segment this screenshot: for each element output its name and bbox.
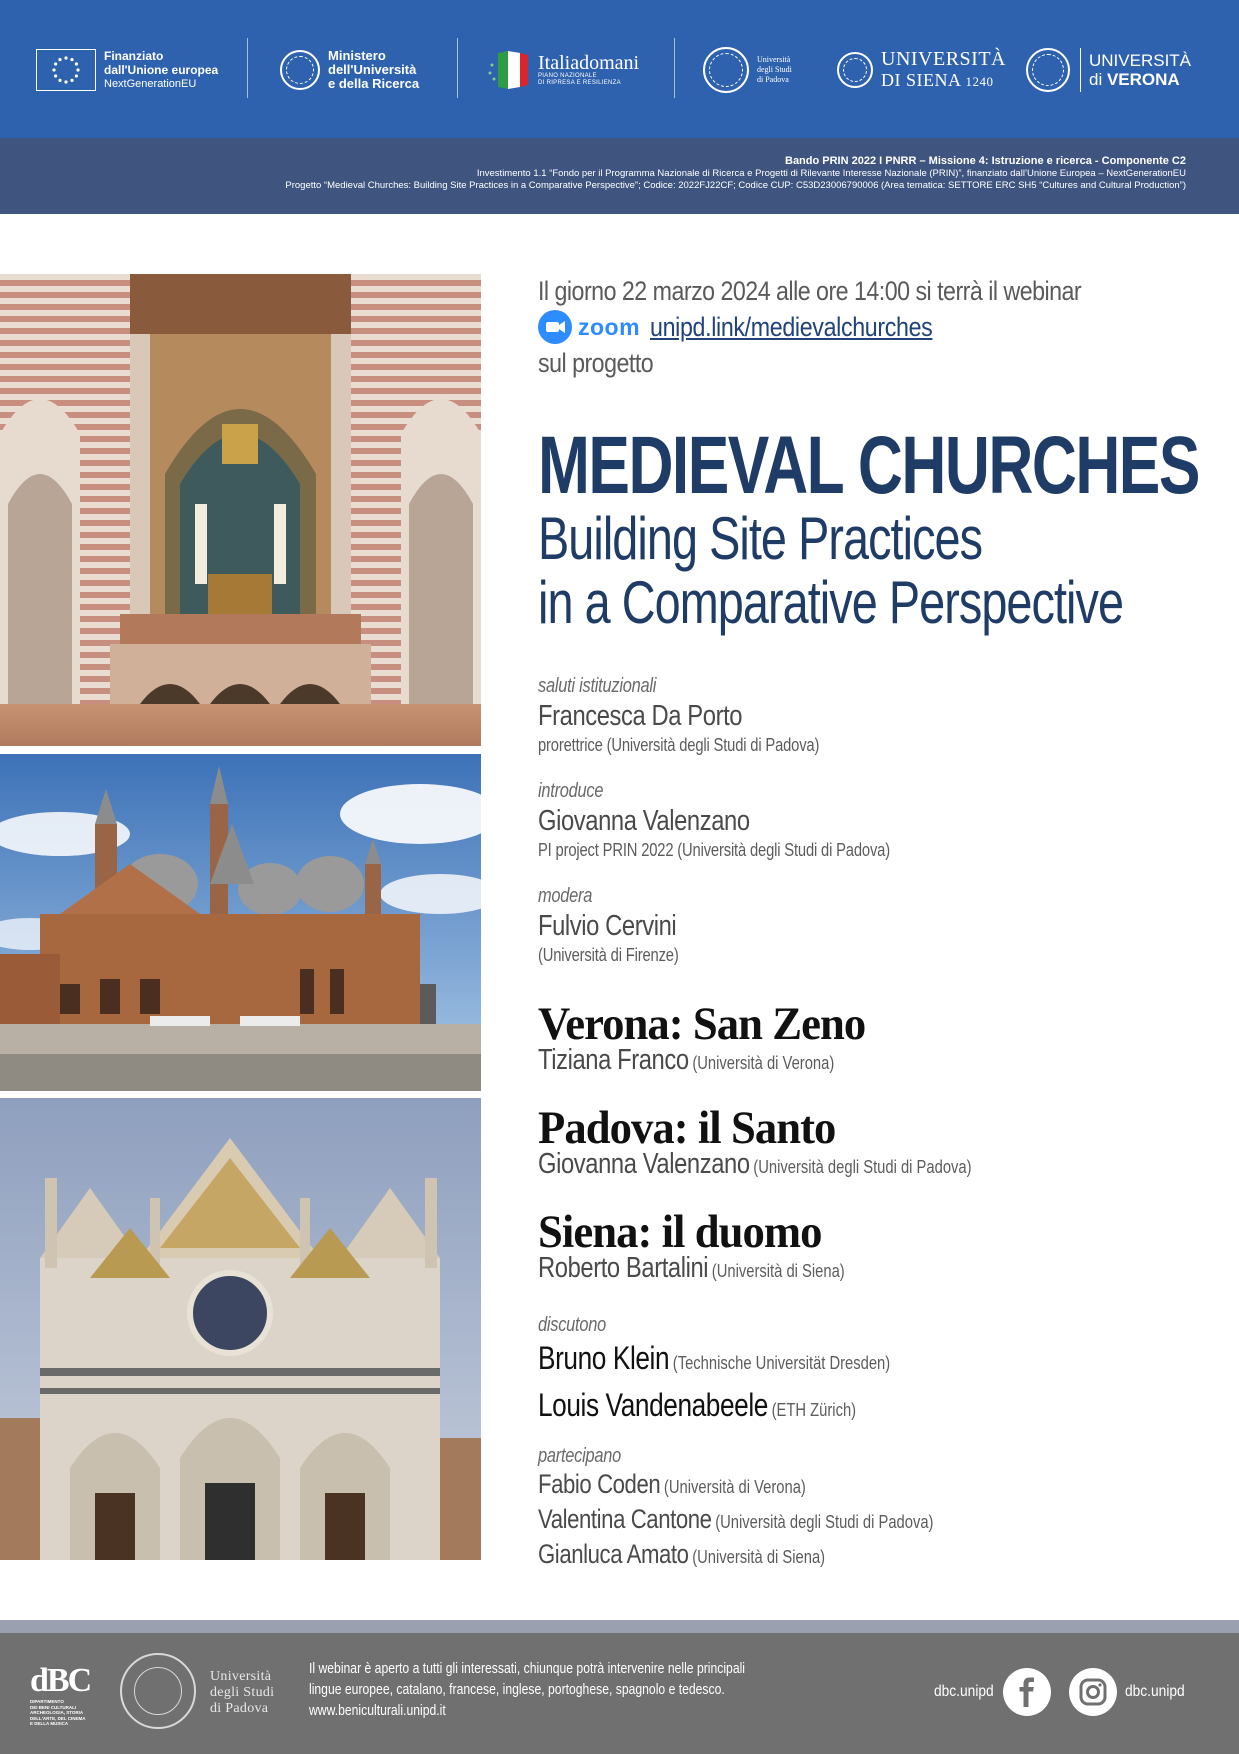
speaker-affiliation: (Università di Firenze)	[538, 945, 679, 965]
discussant-name: Bruno Klein	[538, 1340, 670, 1376]
participant-affiliation: (Università di Siena)	[692, 1547, 826, 1567]
univr-line-1: UNIVERSITÀ	[1089, 51, 1192, 70]
eu-line-1: Finanziato	[104, 49, 164, 63]
zoom-row	[538, 310, 1170, 344]
photo-san-zeno-interior	[0, 274, 481, 746]
dbc-department-logo	[30, 1662, 94, 1726]
speaker-affiliation: prorettrice (Università degli Studi di Padova)	[538, 735, 820, 755]
speaker-name: Giovanna Valenzano	[538, 1148, 750, 1180]
footer-unipd-line-2: degli Studi	[210, 1685, 275, 1700]
grant-info-band	[0, 138, 1239, 214]
grant-line-3: Progetto “Medieval Churches: Building Site Practices in a Comparative Perspective”; Codice: 2022FJ22CF; Codice CUP: C53D23006790006 (Area tematica: SETTORE ERC SH5 “Cultures and Cultural Production”)	[285, 180, 1186, 191]
case-study-padova	[538, 1103, 1067, 1186]
participant-name: Valentina Cantone	[538, 1504, 712, 1534]
dbc-small-2: DEI BENI CULTURALI	[30, 1704, 77, 1710]
footer-unipd-line-3: di Padova	[210, 1701, 269, 1716]
logo-divider	[247, 38, 248, 98]
photo-basilica-santo	[0, 754, 481, 1091]
role-label: discutono	[538, 1314, 606, 1336]
italia-flag-icon	[486, 47, 536, 93]
italiadomani-sub-1: PIANO NAZIONALE	[538, 73, 597, 79]
speaker-affiliation: (Università di Verona)	[692, 1053, 835, 1073]
univr-logo	[1026, 40, 1191, 100]
italiadomani-sub-2: DI RIPRESA E RESILIENZA	[538, 80, 621, 86]
unisi-line-1: UNIVERSITÀ	[881, 48, 1006, 70]
unipd-seal-icon	[703, 47, 749, 93]
logo-divider	[674, 38, 675, 98]
eu-flag-icon	[36, 49, 96, 91]
logo-divider	[457, 38, 458, 98]
unisi-logo	[837, 40, 1006, 100]
discussant-affiliation: (ETH Zürich)	[771, 1400, 857, 1420]
footer-unipd-name	[210, 1669, 274, 1717]
mur-line-2: dell'Università	[328, 62, 417, 77]
mur-line-3: e della Ricerca	[328, 76, 420, 91]
dbc-small-3: ARCHEOLOGIA, STORIA	[30, 1710, 84, 1715]
project-subtitle-1: Building Site Practices	[538, 505, 983, 572]
speaker-affiliation: PI project PRIN 2022 (Università degli Studi di Padova)	[538, 840, 890, 860]
italiadomani-logo	[486, 40, 639, 100]
speaker-name: Tiziana Franco	[538, 1044, 689, 1076]
grant-line-2: Investimento 1.1 “Fondo per il Programma Nazionale di Ricerca e Progetti di Rilevante Interesse Nazionale (PRIN)”, finanziato dall’Unione Europea – NextGenerationEU	[476, 168, 1186, 179]
italiadomani-title: Italiadomani	[538, 52, 640, 74]
unipd-line-3: di Padova	[757, 75, 789, 84]
eu-line-2: dall'Unione europea	[104, 63, 219, 77]
unipd-line-2: degli Studi	[757, 65, 792, 74]
facebook-icon[interactable]	[1003, 1668, 1051, 1716]
footer-unipd-line-1: Università	[210, 1669, 272, 1684]
header-logo-band	[0, 0, 1239, 138]
participant-name: Gianluca Amato	[538, 1539, 689, 1569]
discussant-name: Louis Vandenabeele	[538, 1387, 768, 1423]
zoom-webinar-link[interactable]: unipd.link/medievalchurches	[650, 311, 933, 342]
unisi-seal-icon	[837, 52, 873, 88]
speaker-name: Francesca Da Porto	[538, 700, 743, 732]
case-study-siena	[538, 1207, 912, 1290]
footer	[0, 1633, 1239, 1754]
project-subtitle-2: in a Comparative Perspective	[538, 569, 1124, 636]
photo-duomo-siena	[0, 1098, 481, 1560]
eu-line-3: NextGenerationEU	[104, 78, 197, 90]
program-modera	[538, 883, 709, 967]
speaker-affiliation: (Università di Siena)	[711, 1261, 845, 1281]
case-title: Verona: San Zeno	[538, 998, 866, 1050]
zoom-wordmark: zoom	[578, 313, 641, 340]
mur-logo	[280, 40, 419, 100]
discussant-affiliation: (Technische Universität Dresden)	[672, 1353, 891, 1373]
intro-project-line: sul progetto	[538, 348, 654, 378]
dbc-small-4: DELL'ARTE, DEL CINEMA	[30, 1715, 86, 1721]
mur-line-1: Ministero	[328, 48, 386, 63]
speaker-name: Roberto Bartalini	[538, 1252, 709, 1284]
unipd-seal-icon	[120, 1653, 196, 1729]
univr-seal-icon	[1026, 48, 1070, 92]
zoom-camera-icon	[538, 310, 572, 344]
unisi-year: 1240	[965, 74, 994, 89]
speaker-name: Giovanna Valenzano	[538, 805, 750, 837]
grant-line-1: Bando PRIN 2022 I PNRR – Missione 4: Istruzione e ricerca - Componente C2	[785, 155, 1186, 167]
univr-line-2a: di	[1089, 70, 1107, 89]
program-discutono	[538, 1312, 968, 1432]
participant-affiliation: (Università degli Studi di Padova)	[715, 1512, 934, 1532]
footer-website-link[interactable]: www.beniculturali.unipd.it	[309, 1703, 446, 1719]
univr-line-2b: VERONA	[1106, 70, 1180, 89]
speaker-affiliation: (Università degli Studi di Padova)	[753, 1157, 972, 1177]
case-study-verona	[538, 999, 899, 1082]
case-title: Padova: il Santo	[538, 1102, 836, 1154]
dbc-wordmark: dBC	[30, 1662, 91, 1699]
project-title: MEDIEVAL CHURCHES	[538, 420, 1199, 511]
footer-info-text	[309, 1659, 745, 1722]
role-label: saluti istituzionali	[538, 675, 657, 697]
case-title: Siena: il duomo	[538, 1206, 822, 1258]
footer-info-line-1: Il webinar è aperto a tutti gli interessati, chiunque potrà intervenire nelle principali	[309, 1661, 746, 1677]
footer-info-line-2: lingue europee, catalano, francese, inglese, portoghese, spagnolo e tedesco.	[309, 1682, 725, 1698]
project-title-block	[538, 420, 1239, 636]
unipd-line-1: Università	[757, 55, 791, 64]
unisi-line-2: DI SIENA	[881, 70, 961, 90]
program-introduce	[538, 778, 967, 862]
role-label: partecipano	[538, 1445, 622, 1467]
role-label: introduce	[538, 780, 604, 802]
webinar-intro	[538, 272, 1170, 382]
eu-funding-logo	[36, 40, 218, 100]
intro-date-line: Il giorno 22 marzo 2024 alle ore 14:00 si terrà il webinar	[538, 276, 1082, 306]
participant-name: Fabio Coden	[538, 1469, 661, 1499]
role-label: modera	[538, 885, 593, 907]
dbc-small-1: DIPARTIMENTO	[30, 1699, 64, 1704]
program-saluti	[538, 673, 881, 757]
dbc-small-5: E DELLA MUSICA	[30, 1721, 69, 1726]
unipd-logo	[703, 40, 792, 100]
participant-affiliation: (Università di Verona)	[663, 1477, 806, 1497]
program-partecipano	[538, 1443, 1020, 1574]
facebook-handle-link[interactable]: dbc.unipd	[934, 1683, 994, 1700]
instagram-icon[interactable]	[1069, 1668, 1117, 1716]
speaker-name: Fulvio Cervini	[538, 910, 677, 942]
italian-emblem-icon	[280, 50, 320, 90]
footer-divider	[0, 1620, 1239, 1633]
instagram-handle-link[interactable]: dbc.unipd	[1125, 1683, 1185, 1700]
